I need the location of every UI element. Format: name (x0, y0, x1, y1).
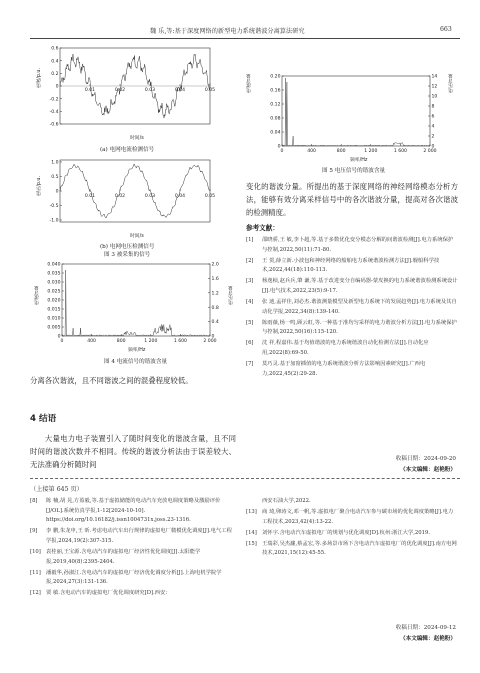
y-tick-label: 0.010 (47, 316, 61, 322)
reference-text: 潘毅华,孙淑江.含电动汽车的虚拟电厂经济优化调度分析[J].上海电机学院学报,2024,27(3):131-136. (46, 569, 222, 586)
reference-text: 商 琦,卵涛文,邓一帆,等.虚拟电厂聚合电动汽车参与碳市场的优化调度策略[J].电力工程技术,2023,42(4):13-22. (262, 509, 454, 525)
fig-b-xlabel: 时间/s (130, 234, 144, 239)
reference-text: 袁桂丽,王宝源.含电动汽车的虚拟电厂经济性优化调度[J].太阳能学报,2019,40(8):2395-2404. (46, 548, 201, 565)
received-date: 收稿日期：2024-09-20 (395, 456, 456, 462)
reference-item (246, 319, 458, 338)
references-title: 参考文献： (246, 224, 279, 232)
y-tick-label: 8 (431, 104, 435, 110)
reference-number: [14] (246, 529, 257, 536)
y-tick-label: 0.005 (47, 325, 61, 331)
x-tick-label: 2 000 (423, 149, 437, 154)
x-tick-label: 0 (60, 339, 64, 344)
reference-item (30, 589, 236, 599)
reference-number: [7] (246, 361, 254, 368)
x-tick-label: 0.03 (144, 88, 156, 93)
reference-number: [11] (30, 569, 41, 576)
figure-4 (30, 262, 240, 372)
fig-3-caption: 图 3 被采集的信号 (104, 252, 151, 258)
reference-number: [5] (246, 319, 254, 326)
x-tick-label: 800 (116, 339, 126, 344)
conclusion-paragraph: 大量电力电子装置引入了随时间变化的谐波含量，且不同时间的谐波次数并不相同。传统的谐波分析法由于误差较大、无法准确分析随时间 (30, 434, 236, 470)
fig5-plot (246, 44, 460, 156)
y-tick-label: -0.4 (49, 109, 59, 115)
reference-number: [3] (246, 278, 254, 285)
y-tick-label: 0.025 (47, 289, 61, 295)
reference-number: [15] (246, 540, 257, 547)
reference-number: [6] (246, 340, 254, 347)
bottom-reference-list-right (246, 497, 458, 561)
reference-item (246, 529, 458, 539)
conclusion-continued: 变化的谐波分量。所提出的基于深度网络的神经网络模态分析方法，能够有效分离采样信号中的各次谐波分量，提高对各次谐波的检测精度。 (246, 182, 458, 218)
reference-text: 王 贺,薛立新.小波包和神经网络的船舶电力系统谐波检测方法[J].舰船科学技术,2022,44(18):110-113. (262, 257, 440, 274)
figure-5 (246, 44, 460, 174)
reference-text: 杨逸桢,赵兵兵,肇 谦,等.基于改进变分自编码器-蒙皮换的电力系统谐波检测系统设计[J].电气技术,2022,23(5):9-17. (262, 278, 458, 294)
reference-item (246, 360, 458, 379)
y-tick-label: 1.6 (211, 277, 219, 282)
x-tick-label: 2 000 (203, 339, 217, 344)
y-tick-label: 0.4 (51, 59, 59, 65)
reference-number: [9] (30, 528, 38, 535)
y-tick-label: -0.5 (49, 204, 59, 210)
x-tick-label: 0.02 (114, 88, 126, 93)
y-tick-label: 4 (431, 124, 435, 130)
reference-item (246, 236, 458, 255)
y-tick-label: 0.4 (211, 320, 219, 326)
y-tick-label: 0.015 (47, 307, 61, 313)
section-divider (30, 478, 460, 479)
x-tick-label: 0.05 (204, 88, 216, 93)
page-number: 663 (440, 26, 452, 33)
reference-item (246, 508, 458, 527)
reference-text: 陈雨薇,杨一鸣,顾云虹,等.一种基于准均匀采样的电力谐波分析方法[J].电力系统保护与控制,2022,50(16):115-120. (262, 319, 457, 336)
reference-number: [2] (246, 257, 254, 264)
y-tick-label: 0.6 (51, 46, 59, 52)
y-tick-label: 0 (277, 144, 281, 150)
x-tick-label: 0.04 (174, 194, 186, 199)
reference-number: [13] (246, 509, 257, 516)
y-tick-label: 0 (211, 334, 215, 340)
reference-text: 张 迪,孟祥佳,刘必杰.谐波测量模型及新型电力系统下的发展趋势[J].电力系统及其自动化学报,2022,34(8):139-140. (262, 299, 457, 315)
reference-item (246, 277, 458, 296)
fig-a-caption: (a) 电网电流检测信号 (100, 147, 155, 153)
fig4-plot (30, 262, 240, 352)
x-tick-label: 0.03 (144, 194, 156, 199)
y-tick-label: 14 (431, 74, 438, 80)
fig4-xlabel: 频率/Hz (128, 348, 146, 353)
editor-note-bottom: （本文编辑：赵艳粉） (400, 636, 456, 642)
fig-b-voltage-signal (60, 164, 210, 218)
reference-item (30, 497, 236, 526)
x-tick-label: 1 200 (364, 149, 378, 154)
y-tick-label: 12 (431, 84, 438, 90)
y-tick-label: 0.12 (270, 102, 281, 108)
reference-number: [8] (30, 498, 38, 504)
paragraph-end: 分离各次谐波，且不同谐波之间的混叠程度较低。 (30, 376, 193, 385)
received-date-bottom: 收稿日期：2024-09-12 (395, 625, 456, 631)
y-tick-label: 0.5 (51, 175, 59, 181)
reference-item (246, 339, 458, 358)
section-title: 4 结语 (30, 414, 57, 424)
y-tick-label: 6 (431, 114, 435, 120)
x-tick-label: 0.05 (204, 194, 216, 199)
bottom-reference-list-left (30, 497, 236, 600)
x-tick-label: 0 (280, 149, 284, 154)
y-tick-label: 0.020 (47, 298, 61, 304)
reference-item (246, 540, 458, 559)
fig-b-caption: (b) 电网电压检测信号 (100, 244, 155, 250)
fig5-caption: 图 5 电压信号的谐波含量 (322, 168, 386, 174)
y-tick-label: 0.8 (211, 305, 219, 311)
reference-text: 王瑞彩,吴杰濂,蔡孟宏,等.多场景市场下含电动汽车虚拟电厂的优化调度[J].南方电网技术,2021,15(12):45-55. (262, 540, 457, 557)
y-tick-label: 1.2 (211, 291, 219, 297)
y-tick-label: 0.2 (51, 71, 59, 77)
x-tick-label: 0.01 (84, 194, 96, 199)
x-tick-label: 1 200 (144, 339, 158, 344)
figure-3a (30, 44, 240, 166)
fig-a-xlabel: 时间/s (130, 136, 144, 141)
reference-text: 西安石油大学,2022. (262, 498, 311, 504)
x-tick-label: 0.02 (114, 194, 126, 199)
y-tick-label: 0.16 (270, 88, 281, 94)
y-tick-label: 2 (431, 134, 435, 140)
reference-text: 莫巧灵.基于加窗插值的电力系统谐波分析方法影响因素研究[J].广西电力,2022,45(2):29-28. (262, 361, 426, 377)
reference-item (246, 257, 458, 276)
fig5-spectrum (282, 78, 430, 146)
y-tick-label: 0.040 (47, 262, 61, 268)
y-tick-label: -0.2 (49, 97, 59, 103)
y-tick-label: 0 (55, 84, 59, 90)
reference-text: 李 鹏,朱龙申,王 昕.考虑电动汽车出行规律的虚拟电厂微模优化调度[J].电气工程学报,2024,19(2):307-315. (46, 528, 232, 544)
reference-number: [4] (246, 299, 254, 306)
reference-text: 贾 敏.含电动汽车的虚拟电厂优化调度研究[D].西安: (46, 590, 168, 597)
y-tick-label: 0.20 (270, 74, 281, 80)
header-rule (30, 38, 460, 39)
continued-from: （上接第 645 页） (30, 486, 83, 493)
running-header: 魏 乐,等:基于深度网络的新型电力系统谐波分离算法研究 (150, 28, 305, 35)
figure-3b (30, 156, 240, 256)
y-tick-label: 10 (431, 94, 438, 100)
y-tick-label: -1.0 (49, 218, 59, 224)
y-tick-label: -0.6 (49, 122, 59, 128)
y-tick-label: 0 (55, 189, 59, 195)
reference-number: [12] (30, 590, 41, 597)
reference-text: 陈 楠,胡 晃,方盈毅,等.基于虚拟储能的电动汽车充放电调度策略及激励评价[J/OL].系统仿真学报,1-12[2024-10-10]. https://doi.org/10.16182/j.issn1004731x.joss.23-1316. (46, 498, 221, 524)
reference-number: [10] (30, 548, 41, 555)
x-tick-label: 400 (87, 339, 96, 344)
x-tick-label: 0.04 (174, 88, 186, 93)
y-tick-label: 2.0 (211, 262, 219, 268)
y-tick-label: 0.035 (47, 271, 61, 277)
reference-item (246, 497, 458, 507)
y-tick-label: 0.04 (270, 130, 281, 136)
fig4-spectrum (62, 270, 210, 336)
x-tick-label: 1 600 (393, 149, 407, 154)
reference-text: 邵晓骄,王 敏,李卜超,等.基于多数优化变分模态分解的间谐波检测[J].电力系统保护与控制,2022,50(11):71-80. (262, 237, 454, 253)
fig5-ylabel-right: 电压含量 (449, 74, 454, 94)
y-tick-label: 0.030 (47, 280, 61, 286)
editor-note: （本文编辑：赵艳粉） (400, 467, 456, 473)
x-tick-label: 400 (307, 149, 316, 154)
fig-b-plot (30, 156, 240, 236)
reference-list (246, 236, 458, 381)
reference-item (30, 548, 236, 567)
reference-number: [1] (246, 237, 254, 243)
x-tick-label: 0.01 (84, 88, 96, 93)
fig-a-ylabel: 电流/p.u. (37, 68, 42, 89)
y-tick-label: 1.0 (51, 160, 59, 166)
reference-item (246, 298, 458, 317)
fig-b-ylabel: 电压/p.u. (37, 176, 42, 197)
reference-text: 沈 祥,程嘉伟.基于均值谐波的电力系统谐波自动化检测方法[J].自动化应用,2022(8):69-50. (262, 340, 429, 357)
y-tick-label: 0.08 (270, 116, 281, 122)
fig4-caption: 图 4 电流信号的谐波含量 (104, 359, 168, 365)
reference-item (30, 527, 236, 546)
x-tick-label: 800 (336, 149, 346, 154)
y-tick-label: 0 (431, 144, 435, 150)
fig4-ylabel-left: 电流含量 (35, 286, 40, 306)
y-tick-label: 0 (57, 334, 61, 340)
reference-text: 刘怀宇.含电动汽车虚拟电厂的规划与优化调度[D].杭州:浙江大学,2019. (262, 529, 431, 536)
fig5-ylabel-left: 电流含量 (247, 74, 252, 94)
fig4-ylabel-right: 电压含量 (229, 286, 234, 306)
x-tick-label: 1 600 (173, 339, 187, 344)
reference-item (30, 569, 236, 588)
fig5-xlabel: 频率/Hz (350, 158, 368, 163)
